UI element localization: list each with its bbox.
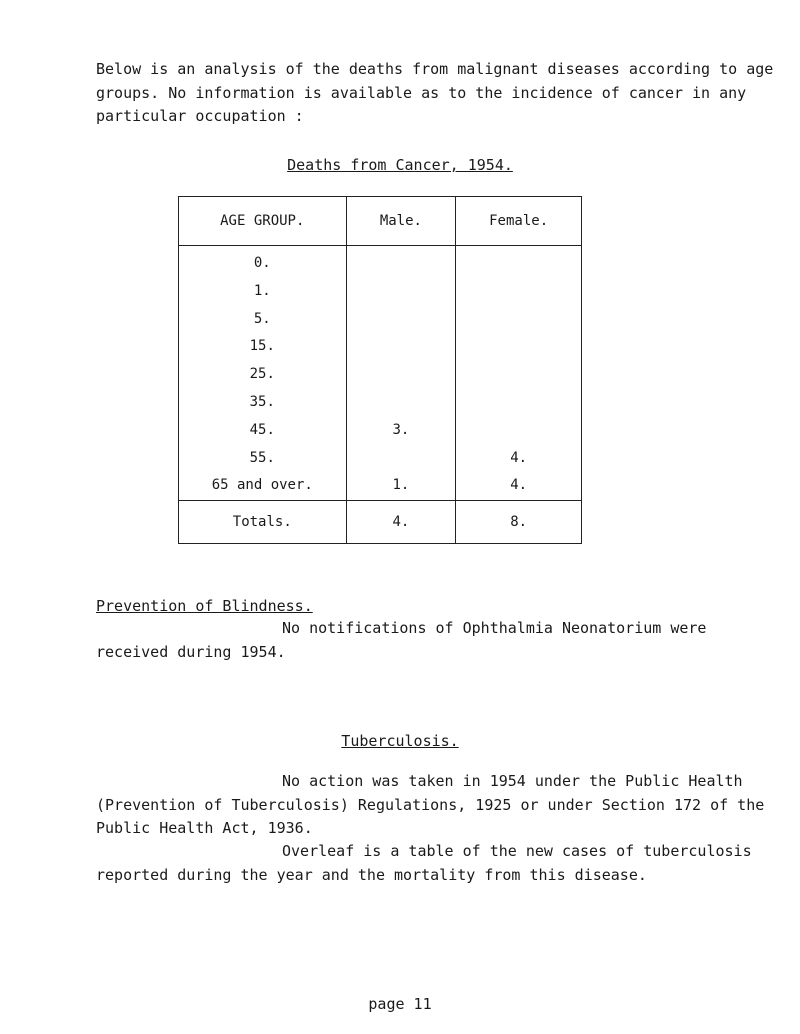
totals-female: 8. [456, 501, 582, 544]
table-header-row [179, 197, 582, 246]
age-cell: 45. [249, 421, 275, 438]
female-cell [456, 278, 581, 306]
blindness-heading: Prevention of Blindness. [96, 597, 313, 615]
male-cell [347, 278, 456, 306]
female-column [456, 246, 582, 501]
male-cell [347, 306, 456, 334]
cancer-deaths-table [178, 196, 582, 544]
male-cell [347, 445, 456, 473]
totals-row [179, 501, 582, 544]
intro-paragraph: Below is an analysis of the deaths from malignant diseases according to age groups. No information is available as to the incidence of cancer in any particular occupation : [96, 60, 774, 125]
female-cell [456, 361, 581, 389]
totals-male: 4. [346, 501, 456, 544]
male-cell [347, 361, 456, 389]
female-cell [456, 250, 581, 278]
age-column [179, 246, 347, 501]
age-cell: 25. [249, 366, 275, 383]
female-cell [456, 333, 581, 361]
male-cell [347, 333, 456, 361]
age-cell: 65 and over. [211, 477, 313, 494]
age-cell: 35. [249, 393, 275, 410]
female-cell: 4. [510, 449, 528, 466]
female-cell [456, 389, 581, 417]
male-cell: 3. [392, 421, 410, 438]
female-cell: 4. [510, 477, 528, 494]
female-cell [456, 417, 581, 445]
age-cell: 0. [253, 255, 271, 271]
age-cell: 55. [249, 449, 275, 466]
tuberculosis-paragraph-1: No action was taken in 1954 under the Public Health (Prevention of Tuberculosis) Regulations, 1925 or under Section 172 of the Public Health Act, 1936. [96, 772, 765, 837]
page-number: page 11 [368, 995, 432, 1013]
male-cell [347, 389, 456, 417]
header-age-group: AGE GROUP. [179, 197, 347, 246]
male-column [346, 246, 456, 501]
tuberculosis-paragraph-2: Overleaf is a table of the new cases of tuberculosis reported during the year and the mortality from this disease. [96, 842, 752, 884]
female-cell [456, 306, 581, 334]
header-male: Male. [346, 197, 456, 246]
totals-label: Totals. [179, 501, 347, 544]
age-cell: 5. [253, 310, 271, 327]
tuberculosis-heading: Tuberculosis. [341, 732, 459, 750]
male-cell: 1. [392, 477, 410, 494]
cancer-table-title: Deaths from Cancer, 1954. [287, 156, 513, 174]
blindness-paragraph: No notifications of Ophthalmia Neonatorium were received during 1954. [96, 619, 707, 661]
header-female: Female. [456, 197, 582, 246]
table-body-row [179, 246, 582, 501]
age-cell: 15. [249, 338, 275, 355]
male-cell [347, 250, 456, 278]
age-cell: 1. [253, 282, 271, 299]
